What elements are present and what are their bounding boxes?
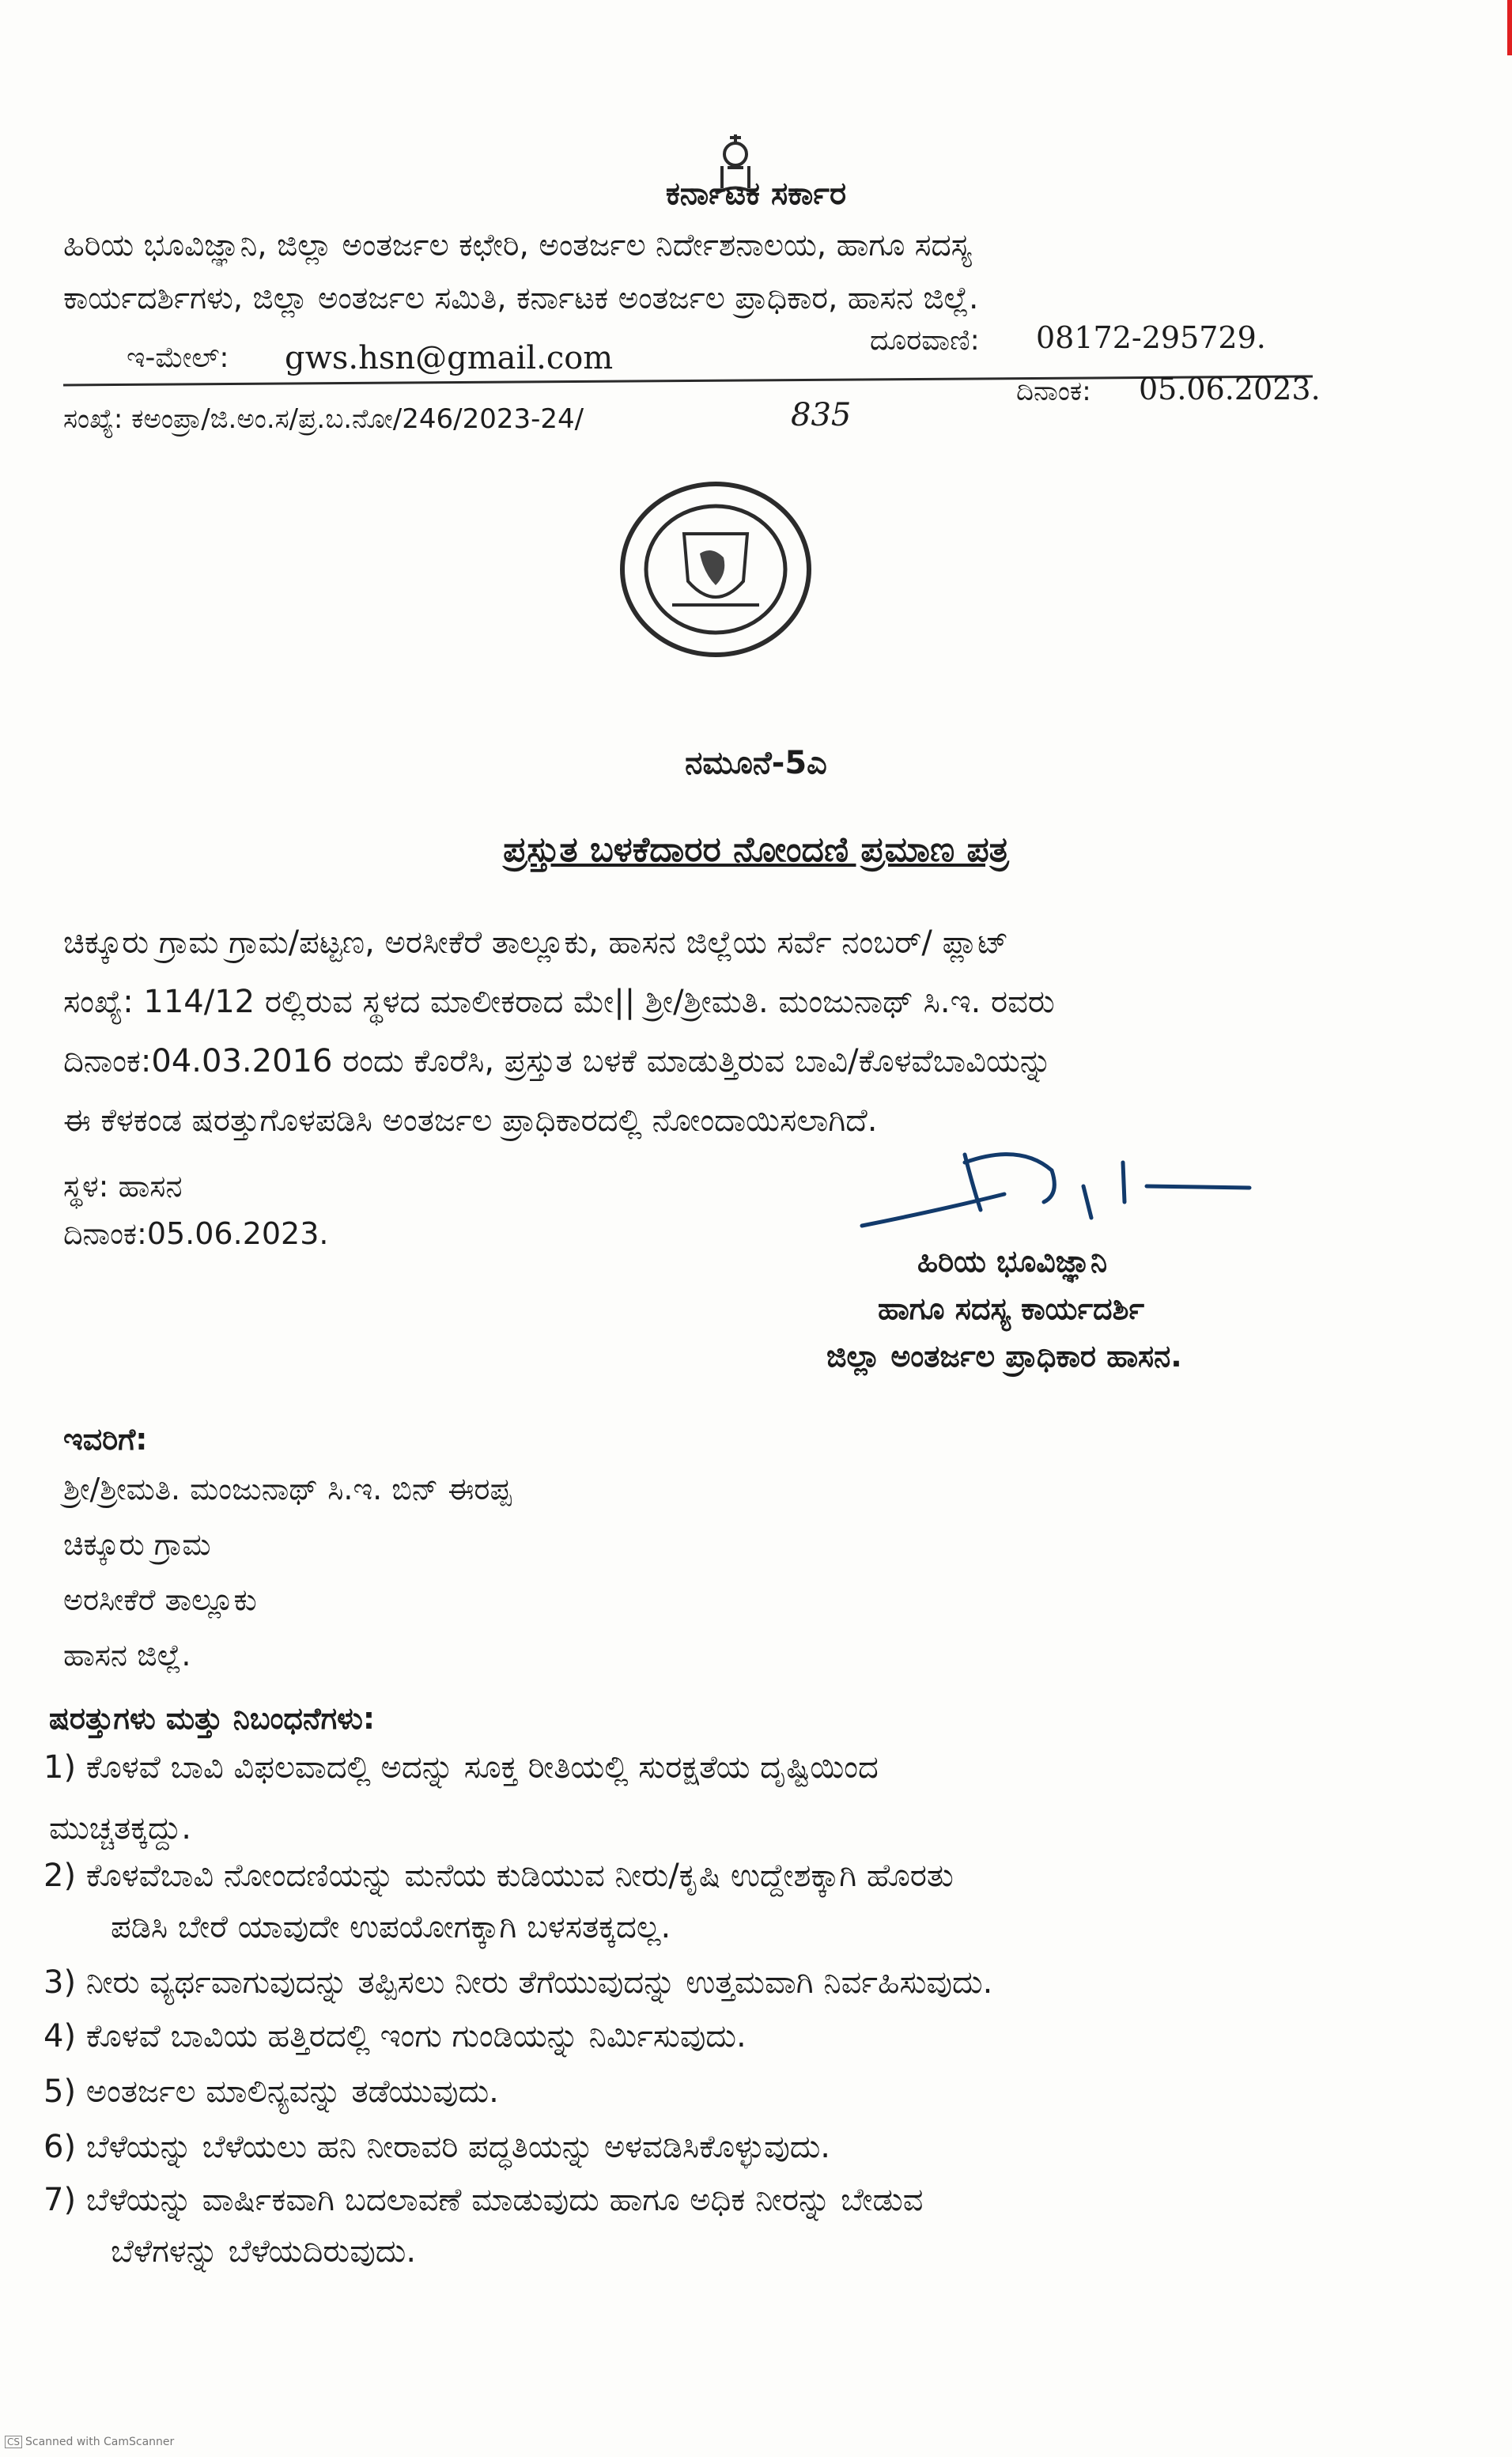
recipient-line-2: ಚಿಕ್ಕೂರು ಗ್ರಾಮ <box>63 1527 211 1562</box>
date-line: ದಿನಾಂಕ:05.06.2023. <box>63 1216 329 1251</box>
office-line-2: ಕಾರ್ಯದರ್ಶಿಗಳು, ಜಿಲ್ಲಾ ಅಂತರ್ಜಲ ಸಮಿತಿ, ಕರ್ನಾಟಕ ಅಂತರ್ಜಲ ಪ್ರಾಧಿಕಾರ, ಹಾಸನ ಜಿಲ್ಲೆ. <box>63 281 979 316</box>
body-line-3: ದಿನಾಂಕ:04.03.2016 ರಂದು ಕೊರೆಸಿ, ಪ್ರಸ್ತುತ ಬಳಕೆ ಮಾಡುತ್ತಿರುವ ಬಾವಿ/ಕೊಳವೆಬಾವಿಯನ್ನು <box>63 1043 1053 1079</box>
condition-6: 6) ಬೆಳೆಯನ್ನು ಬೆಳೆಯಲು ಹನಿ ನೀರಾವರಿ ಪದ್ಧತಿಯನ್ನು ಅಳವಡಿಸಿಕೊಳ್ಳುವುದು. <box>43 2129 831 2165</box>
form-number: ನಮೂನೆ-5ಎ <box>685 745 827 781</box>
email-address[interactable]: gws.hsn@gmail.com <box>285 340 614 376</box>
phone-label: ದೂರವಾಣಿ: <box>870 324 980 357</box>
recipient-line-1: ಶ್ರೀ/ಶ್ರೀಮತಿ. ಮಂಜುನಾಥ್ ಸಿ.ಇ. ಬಿನ್ ಈರಪ್ಪ <box>63 1472 512 1506</box>
header-date-label: ದಿನಾಂಕ: <box>1016 376 1091 407</box>
condition-2: 2) ಕೊಳವೆಬಾವಿ ನೋಂದಣಿಯನ್ನು ಮನೆಯ ಕುಡಿಯುವ ನೀರು/ಕೃಷಿ ಉದ್ದೇಶಕ್ಕಾಗಿ ಹೊರತು <box>43 1858 954 1894</box>
govt-name: ಕರ್ನಾಟಕ ಸರ್ಕಾರ <box>665 176 847 212</box>
condition-7-cont: ಬೆಳೆಗಳನ್ನು ಬೆಳೆಯದಿರುವುದು. <box>111 2233 417 2270</box>
place-line: ಸ್ಥಳ: ಹಾಸನ <box>63 1169 183 1204</box>
condition-3: 3) ನೀರು ವ್ಯರ್ಥವಾಗುವುದನ್ನು ತಪ್ಪಿಸಲು ನೀರು ತೆಗೆಯುವುದನ್ನು ಉತ್ತಮವಾಗಿ ನಿರ್ವಹಿಸುವುದು. <box>43 1964 993 2001</box>
recipient-line-3: ಅರಸೀಕೆರೆ ತಾಲ್ಲೂಕು <box>63 1582 257 1617</box>
condition-7: 7) ಬೆಳೆಯನ್ನು ವಾರ್ಷಿಕವಾಗಿ ಬದಲಾವಣೆ ಮಾಡುವುದು ಹಾಗೂ ಅಧಿಕ ನೀರನ್ನು ಬೇಡುವ <box>43 2182 924 2218</box>
body-line-2: ಸಂಖ್ಯೆ: 114/12 ರಲ್ಲಿರುವ ಸ್ಥಳದ ಮಾಲೀಕರಾದ ಮೇ|| ಶ್ರೀ/ಶ್ರೀಮತಿ. ಮಂಜುನಾಥ್ ಸಿ.ಇ. ರವರು <box>63 984 1055 1020</box>
signatory-title: ಹಿರಿಯ ಭೂವಿಜ್ಞಾನಿ <box>917 1244 1108 1279</box>
condition-5: 5) ಅಂತರ್ಜಲ ಮಾಲಿನ್ಯವನ್ನು ತಡೆಯುವುದು. <box>43 2073 499 2110</box>
condition-4: 4) ಕೊಳವೆ ಬಾವಿಯ ಹತ್ತಿರದಲ್ಲಿ ಇಂಗು ಗುಂಡಿಯನ್ನು ನಿರ್ಮಿಸುವುದು. <box>43 2018 747 2054</box>
reference-number: ಸಂಖ್ಯೆ: ಕಅಂಪ್ರಾ/ಜಿ.ಅಂ.ಸ/ಪ್ರ.ಬ.ನೋ/246/2023-24/ <box>63 403 584 435</box>
signature-icon <box>846 1139 1257 1242</box>
body-line-1: ಚಿಕ್ಕೂರು ಗ್ರಾಮ ಗ್ರಾಮ/ಪಟ್ಟಣ, ಅರಸೀಕೆರೆ ತಾಲ್ಲೂಕು, ಹಾಸನ ಜಿಲ್ಲೆಯ ಸರ್ವೆ ನಂಬರ್/ ಪ್ಲಾಟ್ <box>63 924 1009 961</box>
body-line-4: ಈ ಕೆಳಕಂಡ ಷರತ್ತುಗೊಳಪಡಿಸಿ ಅಂತರ್ಜಲ ಪ್ರಾಧಿಕಾರದಲ್ಲಿ ನೋಂದಾಯಿಸಲಾಗಿದೆ. <box>63 1102 878 1139</box>
scanner-label: Scanned with CamScanner <box>25 2436 175 2448</box>
signatory-office: ಜಿಲ್ಲಾ ಅಂತರ್ಜಲ ಪ್ರಾಧಿಕಾರ ಹಾಸನ. <box>826 1339 1182 1374</box>
scanner-footer <box>5 2436 174 2448</box>
recipient-label: ಇವರಿಗೆ: <box>63 1422 148 1457</box>
office-line-1: ಹಿರಿಯ ಭೂವಿಜ್ಞಾನಿ, ಜಿಲ್ಲಾ ಅಂತರ್ಜಲ ಕಛೇರಿ, ಅಂತರ್ಜಲ ನಿರ್ದೇಶನಾಲಯ, ಹಾಗೂ ಸದಸ್ಯ <box>63 228 972 263</box>
condition-1-cont: ಮುಚ್ಚತಕ್ಕದ್ದು. <box>49 1810 191 1847</box>
signatory-role: ಹಾಗೂ ಸದಸ್ಯ ಕಾರ್ಯದರ್ಶಿ <box>878 1291 1145 1326</box>
condition-1: 1) ಕೊಳವೆ ಬಾವಿ ವಿಫಲವಾದಲ್ಲಿ ಅದನ್ನು ಸೂಕ್ತ ರೀತಿಯಲ್ಲಿ ಸುರಕ್ಷತೆಯ ದೃಷ್ಟಿಯಿಂದ <box>43 1749 879 1786</box>
page-edge-mark <box>1507 0 1512 55</box>
header-date: 05.06.2023. <box>1139 372 1321 406</box>
camscanner-logo-icon: CS <box>5 2436 22 2448</box>
phone-number: 08172-295729. <box>1036 320 1266 355</box>
condition-2-cont: ಪಡಿಸಿ ಬೇರೆ ಯಾವುದೇ ಉಪಯೋಗಕ್ಕಾಗಿ ಬಳಸತಕ್ಕದಲ್ಲ. <box>111 1909 671 1945</box>
office-seal-icon <box>617 478 815 660</box>
document-title: ಪ್ರಸ್ತುತ ಬಳಕೆದಾರರ ನೋಂದಣಿ ಪ್ರಮಾಣ ಪತ್ರ <box>503 830 1009 870</box>
reference-suffix-handwritten: 835 <box>791 397 852 433</box>
email-label: ಇ-ಮೇಲ್: <box>127 342 229 374</box>
conditions-heading: ಷರತ್ತುಗಳು ಮತ್ತು ನಿಬಂಧನೆಗಳು: <box>49 1701 376 1736</box>
recipient-line-4: ಹಾಸನ ಜಿಲ್ಲೆ. <box>63 1638 191 1673</box>
header-rule <box>63 375 1313 386</box>
